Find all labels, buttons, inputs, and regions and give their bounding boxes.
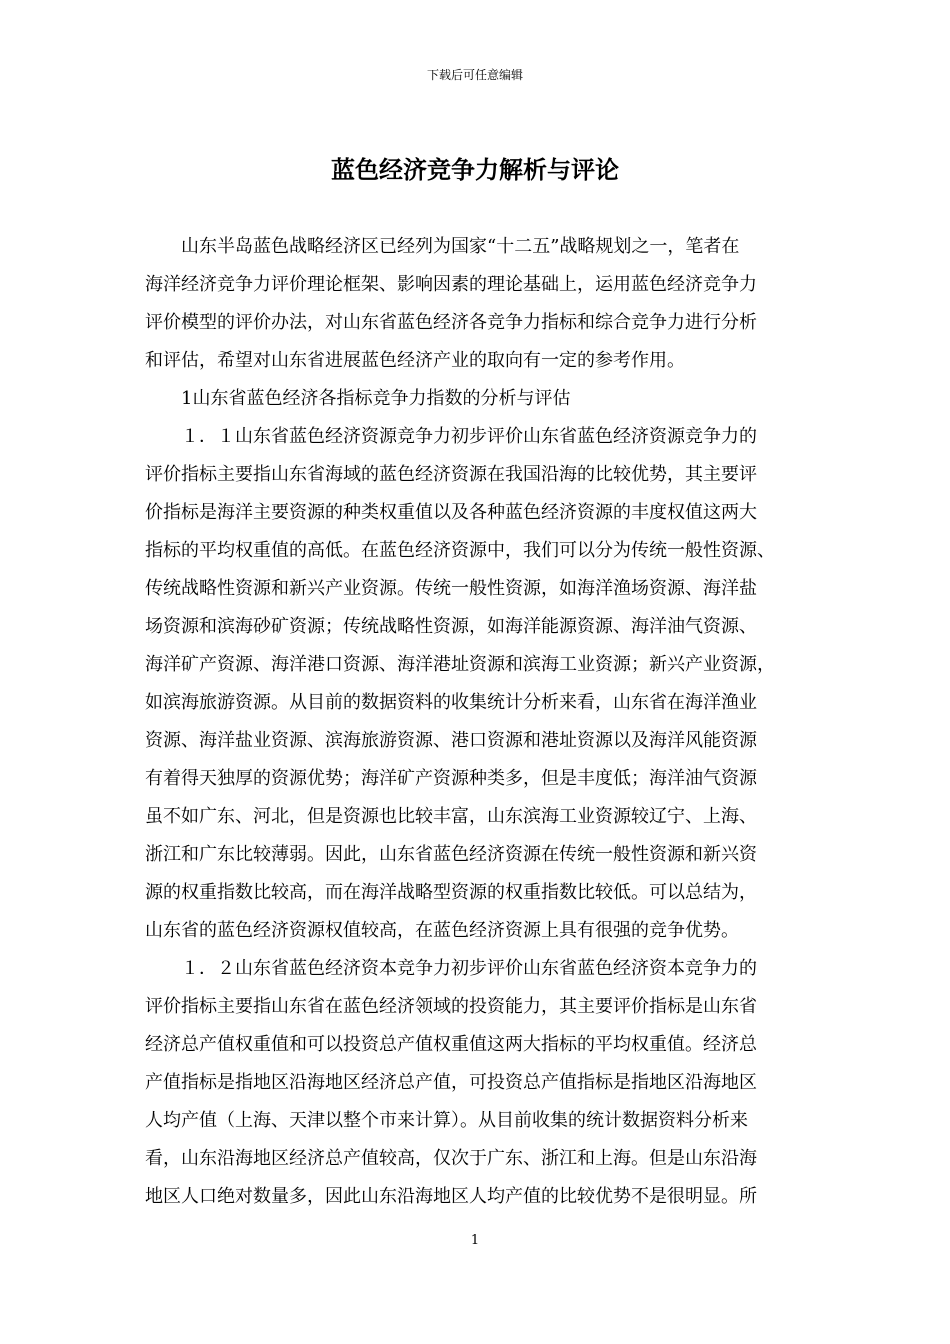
body-line: 指标的平均权重值的高低。在蓝色经济资源中，我们可以分为传统一般性资源、 bbox=[145, 540, 775, 561]
body-line: 海洋矿产资源、海洋港口资源、海洋港址资源和滨海工业资源；新兴产业资源， bbox=[145, 654, 775, 675]
body-line: 浙江和广东比较薄弱。因此，山东省蓝色经济资源在传统一般性资源和新兴资 bbox=[145, 844, 757, 865]
body-line: 评价指标主要指山东省在蓝色经济领域的投资能力，其主要评价指标是山东省 bbox=[145, 996, 757, 1017]
body-line: 源的权重指数比较高，而在海洋战略型资源的权重指数比较低。可以总结为， bbox=[145, 882, 757, 903]
body-line: 评价模型的评价办法，对山东省蓝色经济各竞争力指标和综合竞争力进行分析 bbox=[145, 312, 757, 333]
body-line: 传统战略性资源和新兴产业资源。传统一般性资源，如海洋渔场资源、海洋盐 bbox=[145, 578, 757, 599]
body-line: 虽不如广东、河北，但是资源也比较丰富，山东滨海工业资源较辽宁、上海、 bbox=[145, 806, 757, 827]
body-line: 产值指标是指地区沿海地区经济总产值，可投资总产值指标是指地区沿海地区 bbox=[145, 1072, 757, 1093]
page-number: 1 bbox=[470, 1233, 480, 1248]
body-line: 资源、海洋盐业资源、滨海旅游资源、港口资源和港址资源以及海洋风能资源 bbox=[145, 730, 757, 751]
body-line: 海洋经济竞争力评价理论框架、影响因素的理论基础上，运用蓝色经济竞争力 bbox=[145, 274, 757, 295]
body-line: 经济总产值权重值和可以投资总产值权重值这两大指标的平均权重值。经济总 bbox=[145, 1034, 757, 1055]
body-line: １．２山东省蓝色经济资本竞争力初步评价山东省蓝色经济资本竞争力的 bbox=[145, 958, 757, 979]
body-line: 山东省的蓝色经济资源权值较高，在蓝色经济资源上具有很强的竞争优势。 bbox=[145, 920, 739, 941]
body-line: 和评估，希望对山东省进展蓝色经济产业的取向有一定的参考作用。 bbox=[145, 350, 685, 371]
body-line: 看，山东沿海地区经济总产值较高，仅次于广东、浙江和上海。但是山东沿海 bbox=[145, 1148, 757, 1169]
body-line: １．１山东省蓝色经济资源竞争力初步评价山东省蓝色经济资源竞争力的 bbox=[145, 426, 757, 447]
body-line: 1山东省蓝色经济各指标竞争力指数的分析与评估 bbox=[145, 388, 571, 409]
body-line: 山东半岛蓝色战略经济区已经列为国家“十二五”战略规划之一，笔者在 bbox=[145, 236, 740, 257]
body-line: 场资源和滨海砂矿资源；传统战略性资源，如海洋能源资源、海洋油气资源、 bbox=[145, 616, 757, 637]
body-text bbox=[145, 228, 809, 1216]
page-header-note: 下载后可任意编辑 bbox=[426, 68, 523, 82]
body-line: 地区人口绝对数量多，因此山东沿海地区人均产值的比较优势不是很明显。所 bbox=[145, 1186, 757, 1207]
body-line: 价指标是海洋主要资源的种类权重值以及各种蓝色经济资源的丰度权值这两大 bbox=[145, 502, 757, 523]
document-title: 蓝色经济竞争力解析与评论 bbox=[331, 155, 619, 184]
body-line: 如滨海旅游资源。从目前的数据资料的收集统计分析来看，山东省在海洋渔业 bbox=[145, 692, 757, 713]
body-line: 有着得天独厚的资源优势；海洋矿产资源种类多，但是丰度低；海洋油气资源 bbox=[145, 768, 757, 789]
body-line: 评价指标主要指山东省海域的蓝色经济资源在我国沿海的比较优势，其主要评 bbox=[145, 464, 757, 485]
body-line: 人均产值（上海、天津以整个市来计算）。从目前收集的统计数据资料分析来 bbox=[145, 1110, 748, 1131]
